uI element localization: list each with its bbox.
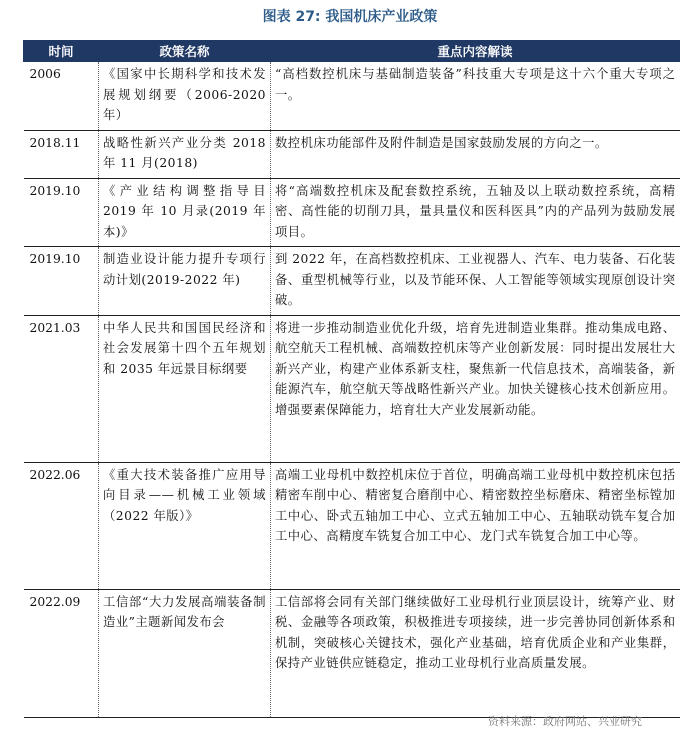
row-policy: 战略性新兴产业分类 2018 年 11 月(2018) <box>99 130 271 178</box>
row-time: 2021.03 <box>24 315 99 462</box>
table-row <box>24 62 680 131</box>
header-time: 时间 <box>24 41 99 62</box>
source-note: 资料来源：政府网站、兴业研究 <box>488 715 642 728</box>
row-content: “高档数控机床与基础制造装备”科技重大专项是这十六个重大专项之一。 <box>271 62 680 131</box>
row-time: 2022.06 <box>24 462 99 589</box>
row-policy: 《国家中长期科学和技术发展规划纲要（2006-2020 年） <box>99 62 271 131</box>
row-content: 工信部将会同有关部门继续做好工业母机行业顶层设计，统筹产业、财税、金融等各项政策，积极推进专项接续，进一步完善协同创新体系和机制，突破核心关键技术，强化产业基础，培育优质企业和产业集群，保持产业链供应链稳定，推动工业母机行业高质量发展。 <box>271 589 680 717</box>
row-time: 2018.11 <box>24 130 99 178</box>
table-row <box>24 589 680 717</box>
header-content: 重点内容解读 <box>271 41 680 62</box>
row-content: 到 2022 年，在高档数控机床、工业视器人、汽车、电力装备、石化装备、重型机械等行业，以及节能环保、人工智能等领域实现原创设计突破。 <box>271 247 680 316</box>
row-content: 将“高端数控机床及配套数控系统，五轴及以上联动数控系统，高精密、高性能的切削刀具，量具量仪和医科医具”内的产品列为鼓励发展项目。 <box>271 178 680 247</box>
page-title: 图表 27: 我国机床产业政策 <box>262 9 438 25</box>
row-policy: 制造业设计能力提升专项行动计划(2019-2022 年) <box>99 247 271 316</box>
table-row <box>24 178 680 247</box>
row-policy: 工信部“大力发展高端装备制造业”主题新闻发布会 <box>99 589 271 717</box>
row-time: 2019.10 <box>24 178 99 247</box>
table-row <box>24 462 680 589</box>
row-policy: 《产业结构调整指导目 2019 年 10 月录(2019 年本)》 <box>99 178 271 247</box>
row-content: 数控机床功能部件及附件制造是国家鼓励发展的方向之一。 <box>271 130 680 178</box>
table-row <box>24 315 680 462</box>
table-row <box>24 130 680 178</box>
row-policy: 《重大技术装备推广应用导向目录——机械工业领域（2022 年版）》 <box>99 462 271 589</box>
row-time: 2006 <box>24 62 99 131</box>
row-content: 将进一步推动制造业优化升级，培育先进制造业集群。推动集成电路、航空航天工程机械、高端数控机床等产业创新发展：同时提出发展壮大新兴产业，构建产业体系新支柱，聚焦新一代信息技术，高端装备，新能源汽车，航空航天等战略性新兴产业。加快关键核心技术创新应用。增强要素保障能力，培育壮大产业发展新动能。 <box>271 315 680 462</box>
header-policy: 政策名称 <box>99 41 271 62</box>
row-content: 高端工业母机中数控机床位于首位，明确高端工业母机中数控机床包括精密车削中心、精密复合磨削中心、精密数控坐标磨床、精密坐标镗加工中心、卧式五轴加工中心、立式五轴加工中心、五轴联动铣车复合加工中心、高精度车铣复合加工中心、龙门式车铣复合加工中心等。 <box>271 462 680 589</box>
row-policy: 中华人民共和国国民经济和社会发展第十四个五年规划和 2035 年远景目标纲要 <box>99 315 271 462</box>
row-time: 2022.09 <box>24 589 99 717</box>
table-header-row <box>24 41 680 62</box>
policy-table <box>23 40 680 718</box>
table-row <box>24 247 680 316</box>
row-time: 2019.10 <box>24 247 99 316</box>
